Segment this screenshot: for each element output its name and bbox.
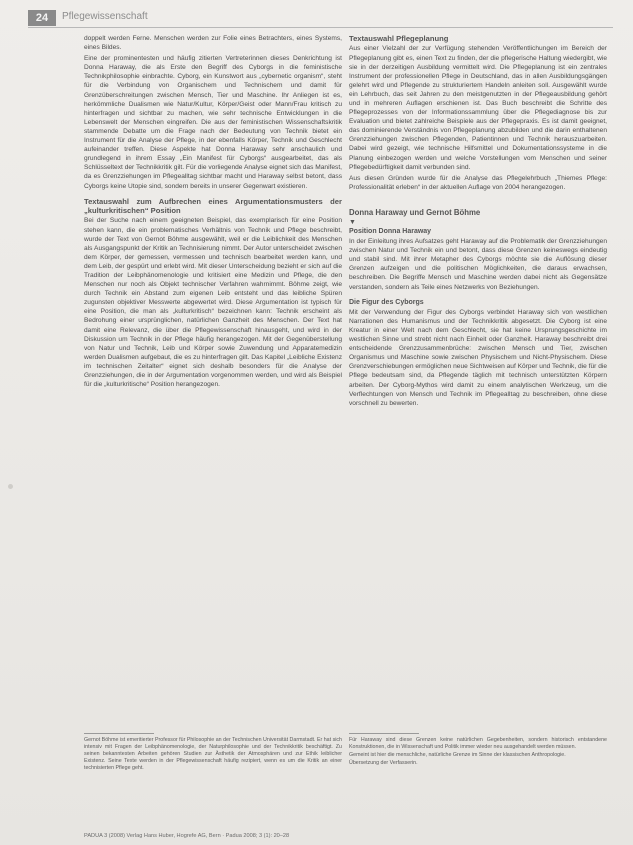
paragraph: Aus einer Vielzahl der zur Verfügung stehenden Veröffentlichungen im Bereich der Pflegeplanung gibt es, einen Text zu finden, der die pflegerische Haltung wiedergibt, wie sie in der derzeitigen Ausbildung vermittelt wird. Die Pflegeplanung ist ein zentrales Instrument der professionellen Pflege in Deutschland, das in allen Ausbildungsgängen gelehrt wird und Pflegende zu strukturiertem Handeln anleiten soll. Ausgewählt wurde ein Lehrbuch, das seit Jahren zu den meistgenutzten in der Pflegeausbildung gehört und in mehreren Auflagen erschienen ist. Das Buch beschreibt die Schritte des Pflegeprozesses von der Informationssammlung über die Pflegediagnose bis zur Evaluation und bietet zahlreiche Beispiele aus der Pflegepraxis. Es ist damit geeignet, das dominierende Verständnis von Pflegeplanung abzubilden und die darin enthaltenen Grenzziehungen zwischen Pflegenden, Patientinnen und Technik herauszuarbeiten. Dabei wird gezeigt, wie technische Hilfsmittel und Dokumentationssysteme in die Planung einbezogen werden und welche Vorstellungen vom Menschen und seiner Pflegebedürftigkeit damit verbunden sind. <box>349 45 607 171</box>
subheading: Die Figur des Cyborgs <box>349 298 424 306</box>
header-divider <box>28 27 613 28</box>
down-arrow-icon: ▼ <box>349 219 356 226</box>
chapter-heading: Donna Haraway und Gernot Böhme <box>349 207 481 217</box>
section-heading: Textauswahl zum Aufbrechen eines Argumentationsmusters der „kulturkritischen“ Position <box>84 196 342 215</box>
page-number: 24 <box>28 10 56 26</box>
paragraph: doppelt werden Ferne. Menschen werden zur Folie eines Betrachters, eines Systems, eines Bildes. <box>84 35 342 52</box>
left-column <box>84 34 342 391</box>
footnote: Für Haraway sind diese Grenzen keine natürlichen Gegebenheiten, sondern historisch entstandene Konstruktionen, die in Wissenschaft und Politik immer wieder neu ausgehandelt werden müssen. <box>349 737 607 750</box>
footnote: Gernot Böhme ist emeritierter Professor für Philosophie an der Technischen Universität Darmstadt. Er hat sich intensiv mit Fragen der Leibphänomenologie, der Naturphilosophie und der Technikkritik beschäftigt. Zu seinen bekanntesten Arbeiten gehören Studien zur Ästhetik der Atmosphären und zur Ethik leiblicher Existenz. Seine Texte werden in der Pflegewissenschaft häufig rezipiert, wenn es um die Kritik an einer technisierten Pflege geht. <box>84 737 342 771</box>
section-heading: Textauswahl Pflegeplanung <box>349 34 449 43</box>
footnotes-left <box>84 733 342 773</box>
paragraph: Bei der Suche nach einem geeigneten Beispiel, das exemplarisch für eine Position stehen kann, die ein problematisches Verhältnis von Technik und Pflege beschreibt, wurde der Text von Gernot Böhme ausgewählt, weil er die Leiblichkeit des Menschen als Ausgangspunkt der Kritik an Technisierung nimmt. Der Autor unterscheidet zwischen dem Körper, der gemessen, vermessen und technisch bearbeitet werden kann, und dem Leib, der gespürt und erlebt wird. Mit dieser Unterscheidung bezieht er sich auf die Tradition der Leibphänomenologie und kritisiert eine Medizin und Pflege, die den Menschen nur noch als Objekt technischer Verfahren wahrnimmt. Böhme zeigt, wie durch Technik ein Abstand zum eigenen Leib entsteht und das leibliche Spüren zugunsten objektiver Messwerte abgewertet wird. Diese Argumentation ist typisch für eine Position, die man als „kulturkritisch“ bezeichnen kann: Technik erscheint als Bedrohung einer ursprünglichen, natürlichen Ganzheit des Menschen. Der Text hat damit eine Relevanz, die über die Pflegewissenschaft hinausgeht, und wird in der Diskussion um Technik in der Pflege häufig herangezogen. Mit der Gegenüberstellung von Natur und Technik, Leib und Körper sowie Zuwendung und Apparatemedizin werden Dualismen aufgebaut, die es zu hinterfragen gilt. Das Kapitel „Leibliche Existenz im technischen Zeitalter“ eignet sich deshalb besonders für die Analyse der Grenzziehungen, die in der Argumentation vorgenommen werden, und wird als Beispiel für die „kulturkritische“ Position herangezogen. <box>84 217 342 389</box>
page-header <box>0 0 633 28</box>
punch-hole-mark <box>8 484 13 489</box>
footnote: Übersetzung der Verfasserin. <box>349 760 418 766</box>
footnote: Gemeint ist hier die menschliche, natürliche Grenze im Sinne der klassischen Anthropologie. <box>349 752 566 758</box>
page-footer: PADUA 3 (2008) Verlag Hans Huber, Hogrefe AG, Bern · Padua 2008; 3 (1): 20–28 <box>84 833 290 839</box>
footnote-divider <box>84 733 154 734</box>
paragraph: In der Einleitung ihres Aufsatzes geht Haraway auf die Problematik der Grenzziehungen zwischen Natur und Technik ein und betont, dass diese Grenzen keineswegs eindeutig und stabil sind. Mit ihrer Metapher des Cyborgs möchte sie die Auflösung dieser Grenzen aufzeigen und die politischen Möglichkeiten, die daraus erwachsen, beschreiben. Die Begriffe Mensch und Maschine werden dabei nicht als Gegensätze verstanden, sondern als Teile eines Netzwerks von Beziehungen. <box>349 238 607 291</box>
right-column <box>349 34 607 410</box>
running-title: Pflegewissenschaft <box>62 11 148 22</box>
paragraph: Mit der Verwendung der Figur des Cyborgs verbindet Haraway sich von westlichen Narrationen des Humanismus und der Technikkritik abgesetzt. Die Cyborg ist eine Kreatur in einer Welt nach dem Geschlecht, sie hat keine Ursprungsgeschichte im westlichen Sinne und strebt nicht nach Einheit oder Ganzheit. Haraway beschreibt drei entscheidende Grenzzusammenbrüche: zwischen Mensch und Tier, zwischen Organismus und Maschine sowie zwischen Physischem und Nicht-Physischem. Diese Grenzverschiebungen ermöglichen neue Sichtweisen auf Körper und Technik, die für die Pflege bedeutsam sind, da Pflegende täglich mit technisch unterstützten Körpern arbeiten. Der Cyborg-Mythos wird damit zu einem analytischen Werkzeug, um die Verflechtungen von Mensch und Technik im Pflegealltag zu beschreiben, ohne diese vorschnell zu bewerten. <box>349 308 607 407</box>
subheading: Position Donna Haraway <box>349 228 432 235</box>
paragraph: Aus diesen Gründen wurde für die Analyse das Pflegelehrbuch „Thiemes Pflege: Professionalität erleben“ in der aktuellen Auflage von 2004 herangezogen. <box>349 174 607 191</box>
footnote-divider <box>349 733 419 734</box>
footnotes-right <box>349 733 607 768</box>
paragraph: Eine der prominentesten und häufig zitierten Vertreterinnen dieses Denkrichtung ist Donna Haraway, die als Erste den Begriff des Cyborgs in die feministische Technikphilosophie einbrachte. Cyborg, ein Kunstwort aus „cybernetic organism“, steht für die Verbindung von Organischem und Technischem und damit für Grenzüberschreitungen zwischen Mensch, Tier und Maschine. Ihr Anliegen ist es, herkömmliche Dualismen wie Natur/Kultur, Körper/Geist oder Mann/Frau kritisch zu hinterfragen und sichtbar zu machen, wie sehr technische Entwicklungen in die Lebenswelt der Menschen eingreifen. Die aus der feministischen Wissenschaftskritik stammende Debatte um die Frage nach der Bedeutung von Technik bietet ein Instrument für die Analyse der Pflege, in der ebenfalls Körper, Technik und Geschlecht aufeinander treffen. Diese Aspekte hat Donna Haraway sehr anschaulich und grundlegend in ihrem Essay „Ein Manifest für Cyborgs“ ausgearbeitet, das als Schlüsseltext der Technikkritik gilt. Für die vorliegende Analyse eignet sich das Manifest, da es Grenzziehungen im Pflegealltag sichtbar macht und Haraway selbst betont, dass Cyborgs keine Utopie sind, sondern bereits in unserer Gegenwart existieren. <box>84 55 342 190</box>
